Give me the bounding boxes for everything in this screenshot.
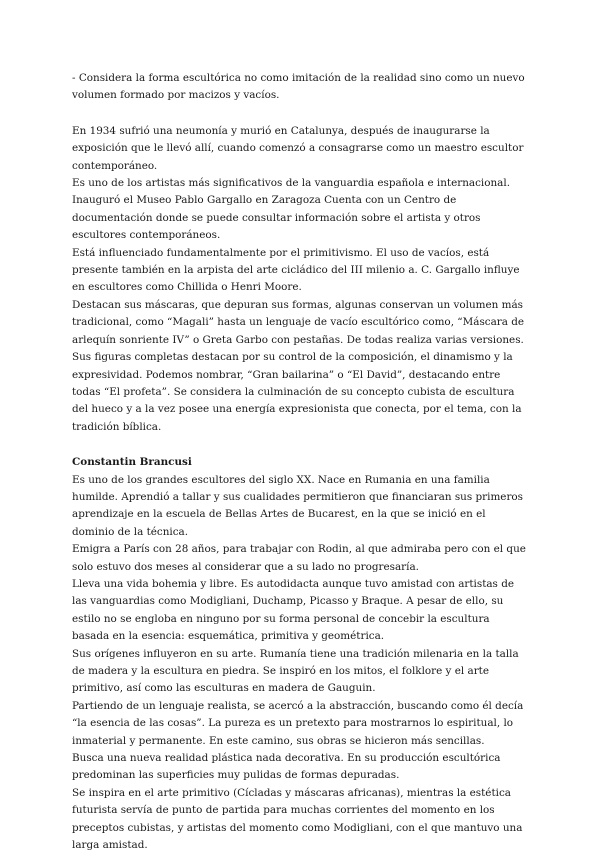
brancusi-paragraph-bohemian: Lleva una vida bohemia y libre. Es autodidacta aunque tuvo amistad con artistas de las vanguardias como Modigliani, Duchamp, Picasso y Braque. A pesar de ello, su estilo no se engloba en ninguno por su forma personal de concebir la escultura basada en la esencia: esquemática, primitiva y geométrica. <box>72 577 514 643</box>
gargallo-paragraph-significance: Es uno de los artistas más significativos de la vanguardia española e internacional. Inauguró el Museo Pablo Gargallo en Zaragoza Cuenta con un Centro de documentación donde se puede consultar información sobre el artista y otros escultores contemporáneos. <box>72 177 510 242</box>
brancusi-paragraph-paris: Emigra a París con 28 años, para trabajar con Rodin, al que admiraba pero con el que solo estuvo dos meses al considerar que a su lado no progresaría. <box>72 543 526 573</box>
document-body <box>72 70 528 854</box>
brancusi-paragraph-abstraction: Partiendo de un lenguaje realista, se acercó a la abstracción, buscando como él decía “la esencia de las cosas”. La pureza es un pretexto para mostrarnos lo espiritual, lo inmaterial y permanente. En este camino, sus obras se hicieron más sencillas. <box>72 699 524 747</box>
gargallo-paragraph-figures: Sus figuras completas destacan por su control de la composición, el dinamismo y la expresividad. Podemos nombrar, “Gran bailarina” o “El David”, destacando entre todas “El profeta”. Se considera la culminación de su concepto cubista de escultura del hueco y a la vez posee una energía expresionista que conecta, por el tema, con la tradición bíblica. <box>72 351 522 433</box>
gargallo-paragraph-influences: Está influenciado fundamentalmente por el primitivismo. El uso de vacíos, está presente también en la arpista del arte cicládico del III milenio a. C. Gargallo influye en escultores como Chillida o Henri Moore. <box>72 246 520 294</box>
brancusi-paragraph-primitive-art: Se inspira en el arte primitivo (Cícladas y máscaras africanas), mientras la estética futurista servía de punto de partida para muchas corrientes del momento en los preceptos cubistas, y artistas del momento como Modigliani, con el que mantuvo una larga amistad. <box>72 786 523 852</box>
brancusi-paragraph-roots: Sus orígenes influyeron en su arte. Rumanía tiene una tradición milenaria en la talla de madera y la escultura en piedra. Se inspiró en los mitos, el folklore y el arte primitivo, así como las esculturas en madera de Gauguin. <box>72 647 519 695</box>
gargallo-paragraph-masks: Destacan sus máscaras, que depuran sus formas, algunas conservan un volumen más tradicional, como “Magali” hasta un lenguaje de vacío escultórico como, “Máscara de arlequín sonriente IV” o Greta Garbo con pestañas. De todas realiza varias versiones. <box>72 298 525 346</box>
section-heading-brancusi: Constantin Brancusi <box>72 456 192 469</box>
paragraph-gap <box>72 105 528 123</box>
gargallo-paragraph-death: En 1934 sufrió una neumonía y murió en Catalunya, después de inaugurarse la exposición que le llevó allí, cuando comenzó a consagrarse como un maestro escultor contemporáneo. <box>72 124 524 172</box>
brancusi-paragraph-origins: Es uno de los grandes escultores del siglo XX. Nace en Rumania en una familia humilde. Aprendió a tallar y sus cualidades permitieron que financiaran sus primeros aprendizaje en la escuela de Bellas Artes de Bucarest, en la que se inició en el dominio de la técnica. <box>72 473 523 538</box>
brancusi-paragraph-surfaces: Busca una nueva realidad plástica nada decorativa. En su producción escultórica predominan las superficies muy pulidas de formas depuradas. <box>72 752 501 782</box>
paragraph-gap <box>72 436 528 454</box>
intro-paragraph: - Considera la forma escultórica no como imitación de la realidad sino como un nuevo volumen formado por macizos y vacíos. <box>72 72 525 102</box>
